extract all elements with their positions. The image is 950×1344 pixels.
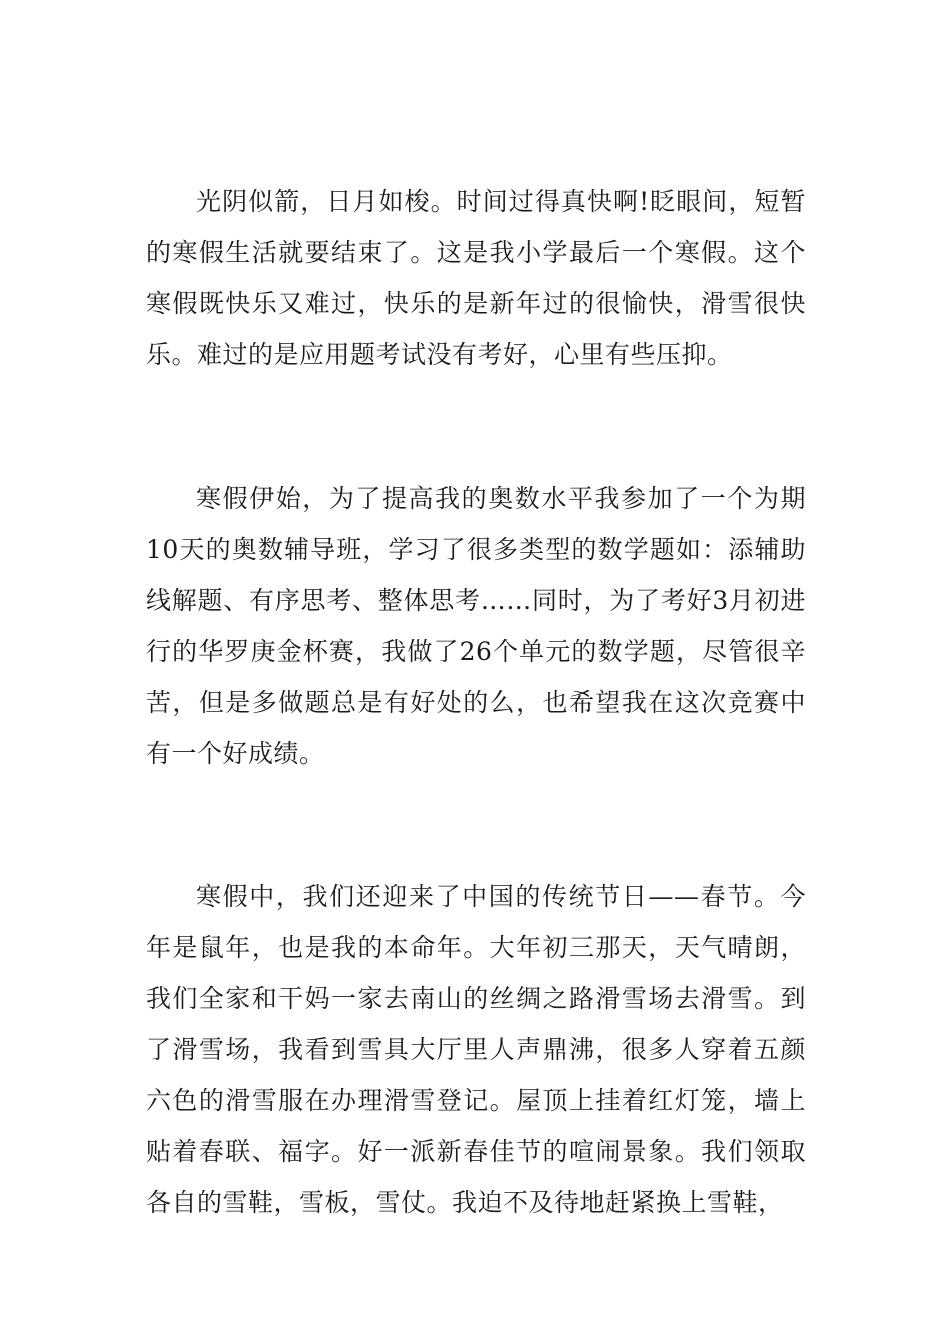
paragraph-3: 寒假中，我们还迎来了中国的传统节日——春节。今年是鼠年，也是我的本命年。大年初三那天，天气晴朗，我们全家和干妈一家去南山的丝绸之路滑雪场去滑雪。到了滑雪场，我看到雪具大厅里人声鼎沸，很多人穿着五颜六色的滑雪服在办理滑雪登记。屋顶上挂着红灯笼，墙上贴着春联、福字。好一派新春佳节的喧闹景象。我们领取各自的雪鞋，雪板，雪仗。我迫不及待地赶紧换上雪鞋，	[146, 882, 806, 1217]
paragraph-2: 寒假伊始，为了提高我的奥数水平我参加了一个为期10天的奥数辅导班，学习了很多类型的数学题如：添辅助线解题、有序思考、整体思考……同时，为了考好3月初进行的华罗庚金杯赛，我做了26个单元的数学题，尽管很辛苦，但是多做题总是有好处的么，也希望我在这次竞赛中有一个好成绩。	[146, 484, 806, 768]
paragraph-1: 光阴似箭，日月如梭。时间过得真快啊!眨眼间，短暂的寒假生活就要结束了。这是我小学最后一个寒假。这个寒假既快乐又难过，快乐的是新年过的很愉快，滑雪很快乐。难过的是应用题考试没有考好，心里有些压抑。	[146, 187, 806, 369]
